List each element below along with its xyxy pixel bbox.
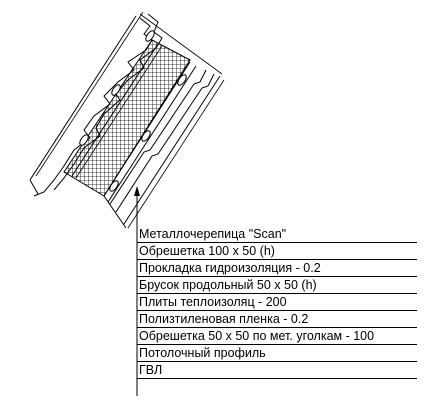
legend-item: Брусок продольный 50 х 50 (h) [137,277,417,294]
layer-legend [137,226,417,379]
legend-item: Металлочерепица "Scan" [137,226,417,243]
legend-item: ГВЛ [137,362,417,379]
leader-arrowhead [134,186,140,196]
legend-item: Прокладка гидроизоляция - 0.2 [137,260,417,277]
legend-item: Обрешетка 50 х 50 по мет. уголкам - 100 [137,328,417,345]
legend-item: Полизтиленовая пленка - 0.2 [137,311,417,328]
legend-item: Плиты теплоизоляц - 200 [137,294,417,311]
legend-item: Потолочный профиль [137,345,417,362]
legend-item: Обрешетка 100 х 50 (h) [137,243,417,260]
